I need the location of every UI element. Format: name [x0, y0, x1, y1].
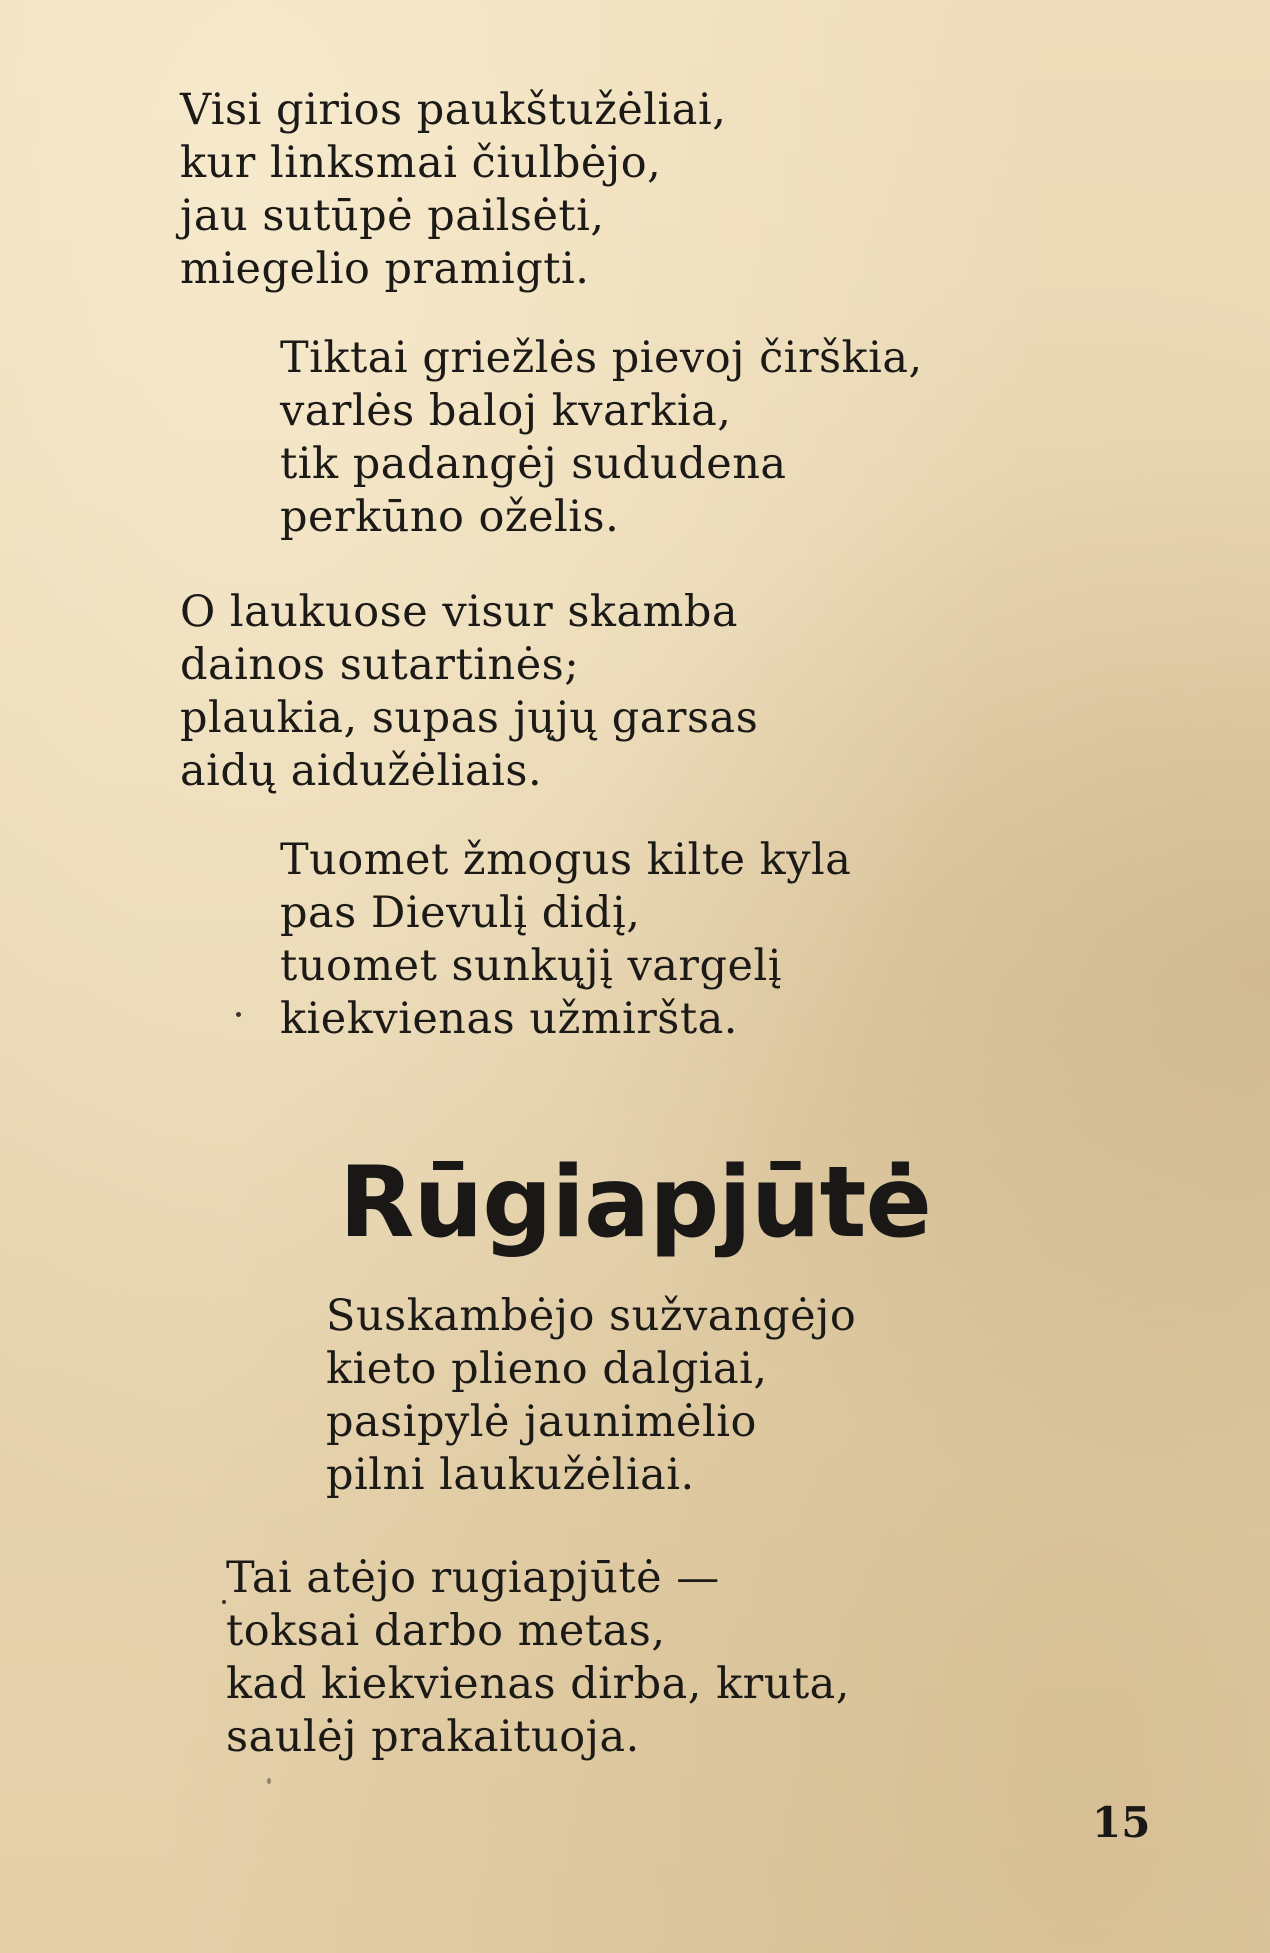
stanza-3	[180, 586, 758, 798]
verse-line: tuomet sunkųjį vargelį	[280, 941, 782, 991]
verse-line: perkūno oželis.	[280, 492, 620, 542]
verse-line: kur linksmai čiulbėjo,	[180, 138, 662, 188]
verse-line: Tiktai griežlės pievoj čirškia,	[280, 333, 923, 383]
verse-line: Tai atėjo rugiapjūtė —	[226, 1553, 720, 1603]
page-number: 15	[1092, 1798, 1151, 1847]
verse-line: miegelio pramigti.	[180, 244, 590, 294]
verse-line: pas Dievulį didį,	[280, 888, 641, 938]
verse-line: varlės baloj kvarkia,	[280, 386, 732, 436]
verse-line: jau sutūpė pailsėti,	[180, 191, 605, 241]
verse-line: saulėj prakaituoja.	[226, 1712, 640, 1762]
verse-line: tik padangėj sududena	[280, 439, 787, 489]
verse-line: kieto plieno dalgiai,	[326, 1344, 768, 1394]
stanza-1	[180, 84, 726, 296]
poem-title: Rūgiapjūtė	[339, 1146, 931, 1260]
ink-speck	[236, 1012, 241, 1017]
verse-line: pasipylė jaunimėlio	[326, 1397, 757, 1447]
verse-line: O laukuose visur skamba	[180, 587, 739, 637]
stanza-5	[326, 1290, 856, 1502]
verse-line: toksai darbo metas,	[226, 1606, 666, 1656]
verse-line: plaukia, supas jųjų garsas	[180, 693, 759, 743]
verse-line: Visi girios paukštužėliai,	[180, 85, 727, 135]
verse-line: dainos sutartinės;	[180, 640, 580, 690]
verse-line: kad kiekvienas dirba, kruta,	[226, 1659, 850, 1709]
stanza-2	[280, 332, 923, 544]
verse-line: Tuomet žmogus kilte kyla	[280, 835, 852, 885]
ink-speck	[222, 1600, 226, 1604]
verse-line: aidų aidužėliais.	[180, 746, 543, 796]
ink-speck	[267, 1778, 271, 1784]
verse-line: kiekvienas užmiršta.	[280, 994, 738, 1044]
verse-line: pilni laukužėliai.	[326, 1450, 695, 1500]
stanza-6	[226, 1552, 850, 1764]
verse-line: Suskambėjo sužvangėjo	[326, 1291, 857, 1341]
stanza-4	[280, 834, 851, 1046]
